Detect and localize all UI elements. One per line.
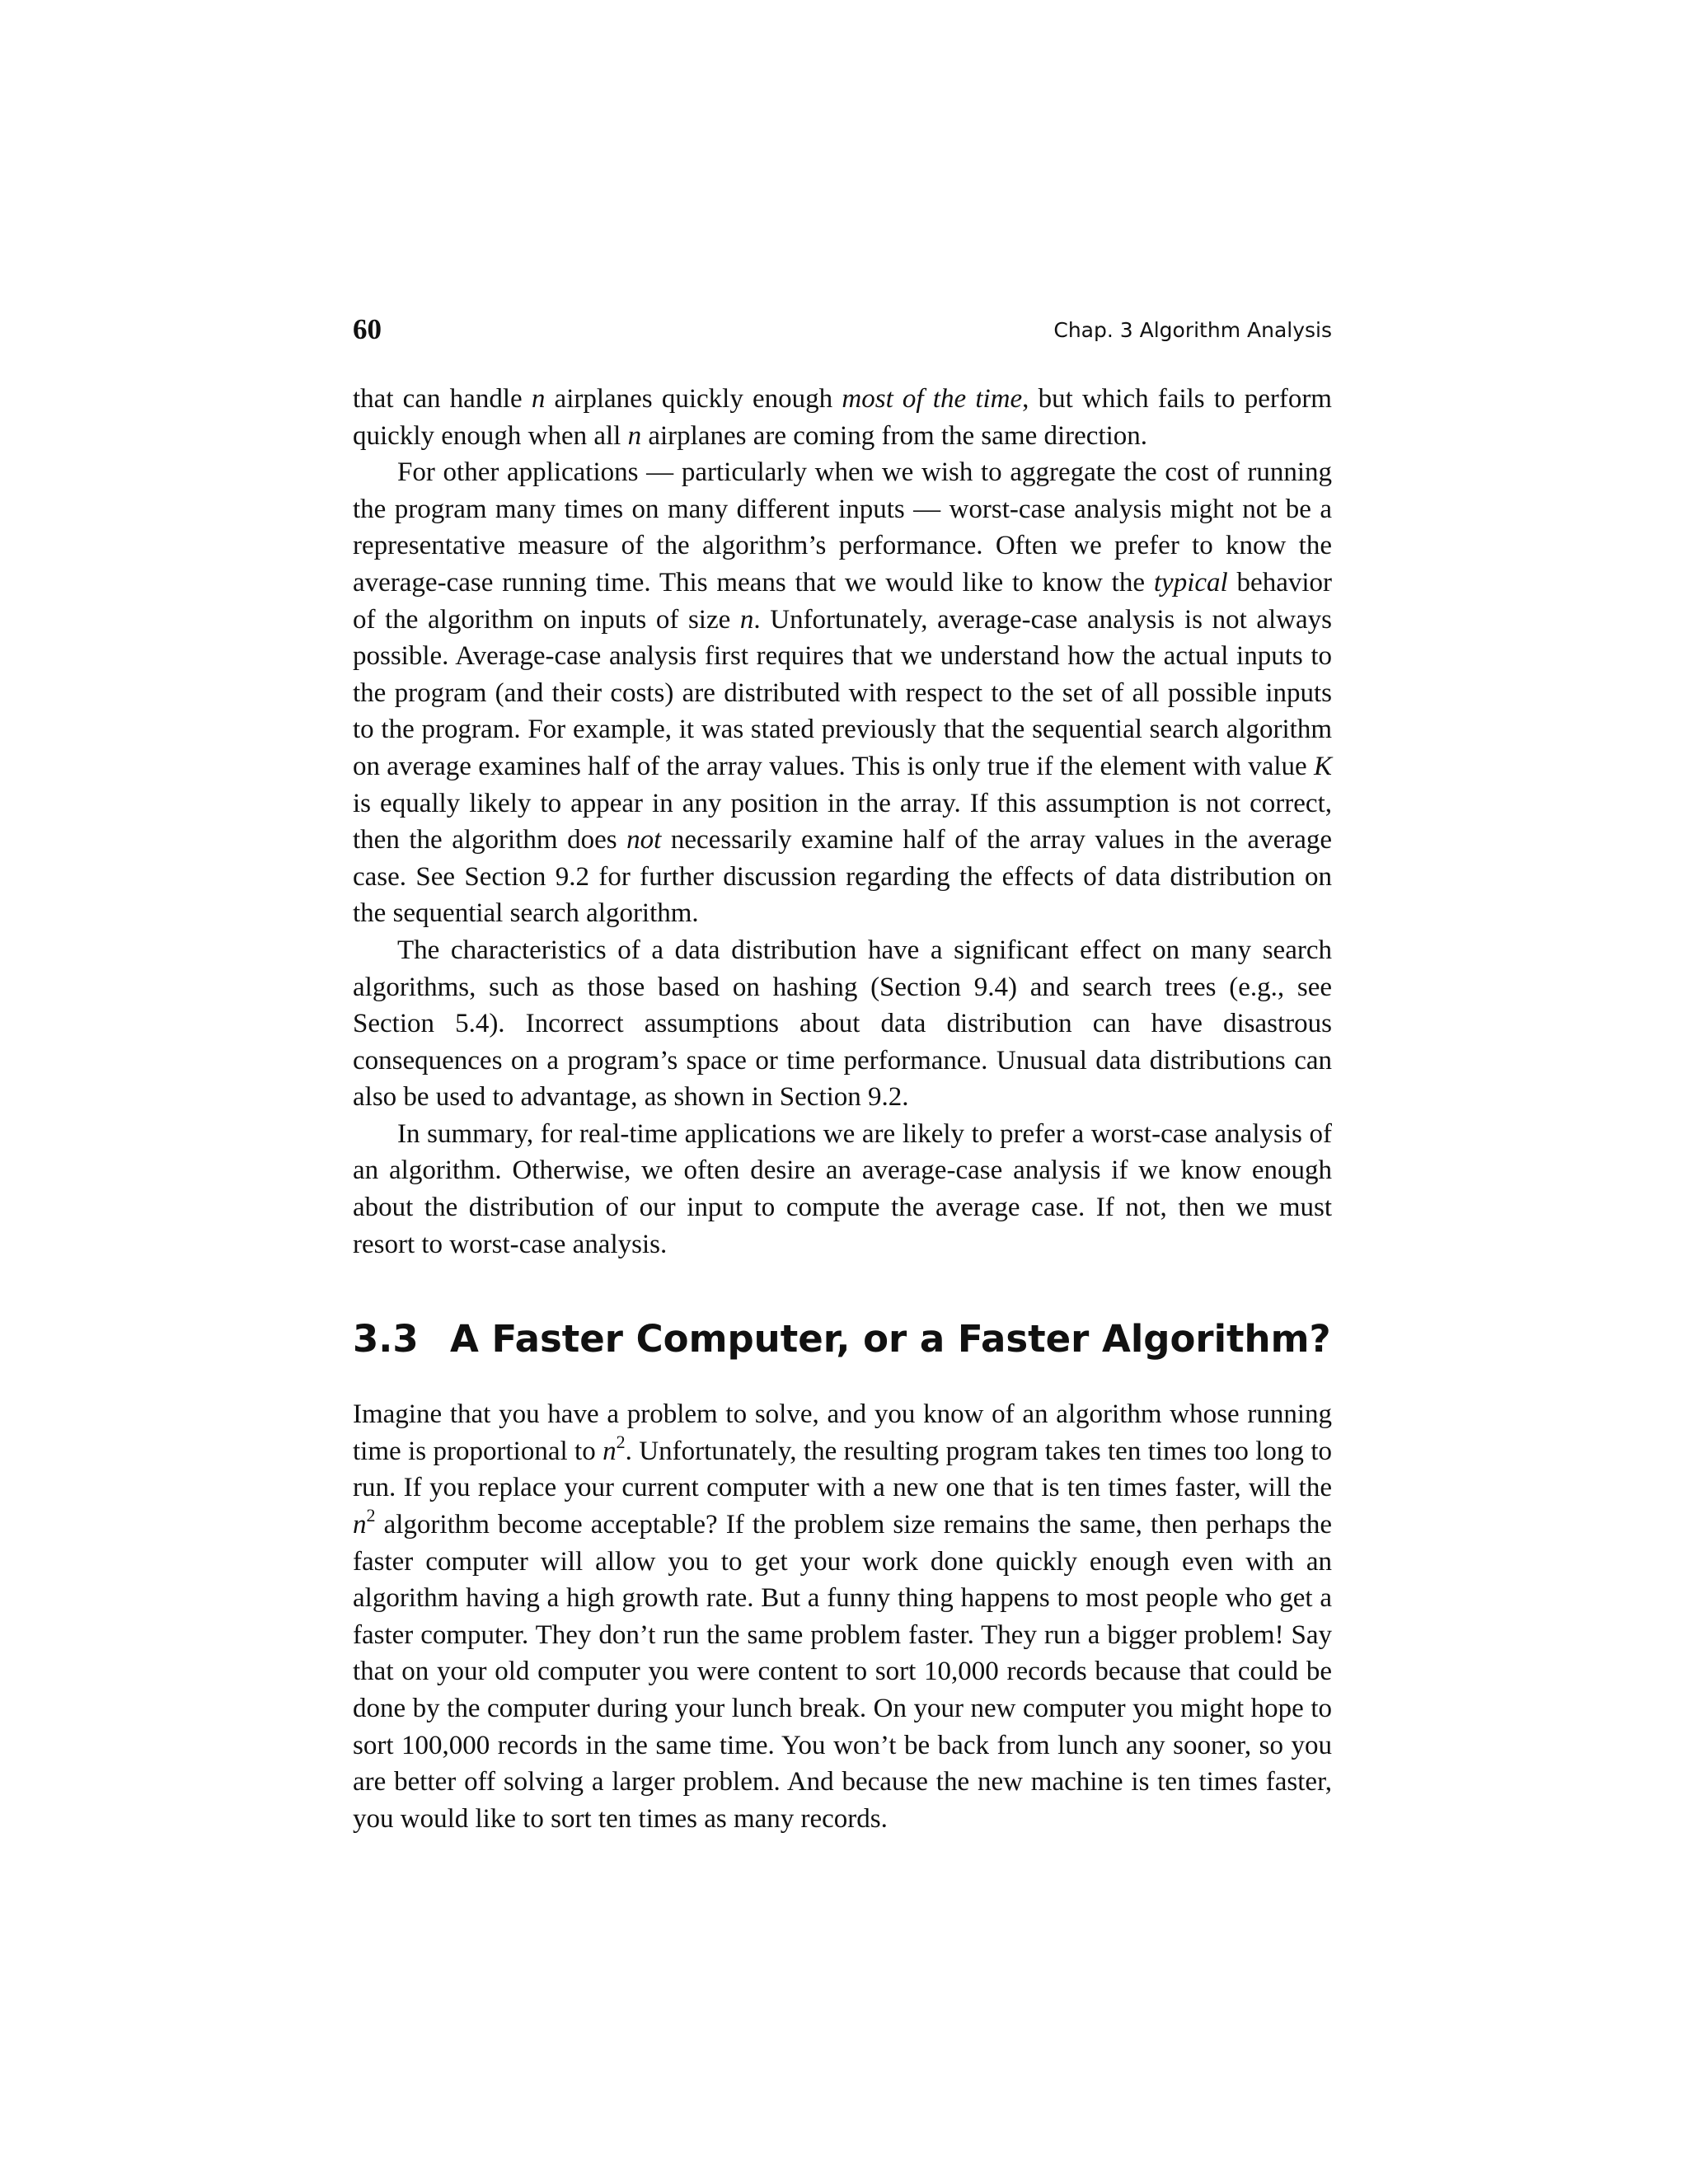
math-variable: n bbox=[531, 384, 546, 414]
math-variable: n bbox=[603, 1436, 617, 1466]
emphasis: not bbox=[626, 825, 662, 855]
math-exponent: 2 bbox=[366, 1505, 376, 1526]
paragraph-2: For other applications — particularly when we wish to aggregate the cost of running the program many times on many different inputs — worst-case analysis might not be a representative measure of the algorithm’s performance. Often we prefer to know the average-case running time. This means that we would like to know the typical behavior of the algorithm on inputs of size n. Unfortunately, average-case analysis is not always possible. Average-case analysis first requires that we understand how the actual inputs to the program (and their costs) are distributed with respect to the set of all possible inputs to the program. For example, it was stated previously that the sequential search algorithm on average examines half of the array values. This is only true if the element with value K is equally likely to appear in any position in the array. If this assumption is not correct, then the algorithm does not necessarily examine half of the array values in the average case. See Section 9.2 for further discussion regarding the effects of data distribution on the sequential search algorithm. bbox=[353, 457, 1332, 929]
math-variable: n bbox=[739, 604, 754, 635]
math-exponent: 2 bbox=[616, 1431, 626, 1452]
paragraph-3: The characteristics of a data distribution have a significant effect on many search algorithms, such as those based on hashing (Section 9.4) and search trees (e.g., see Section 5.4). Incorrect assumptions about data distribution can have disastrous consequences on a program’s space or time performance. Unusual data distributions can also be used to advantage, as shown in Section 9.2. bbox=[353, 935, 1332, 1113]
math-variable: n bbox=[627, 420, 642, 451]
section-number: 3.3 bbox=[353, 1317, 419, 1361]
paragraph-5: Imagine that you have a problem to solve, and you know of an algorithm whose running time is proportional to $n^2$. Unfortunately, the resulting program takes ten times too long to run. If you replace your current computer with a new one that is ten times faster, will the $n^2$ algorithm become acceptable? If the problem size remains the same, then perhaps the faster computer will allow you to get your work done quickly enough even with an algorithm having a high growth rate. But a funny thing happens to most people who get a faster computer. They don’t run the same problem faster. They run a bigger problem! Say that on your old computer you were content to sort 10,000 records because that could be done by the computer during your lunch break. On your new computer you might hope to sort 100,000 records in the same time. You won’t be back from lunch any sooner, so you are better off solving a larger problem. And because the new machine is ten times faster, you would like to sort ten times as many records. bbox=[353, 1399, 1332, 1834]
paragraph-1: that can handle n airplanes quickly enough most of the time, but which fails to perform quickly enough when all n airplanes are coming from the same direction. bbox=[353, 384, 1332, 451]
body-text bbox=[353, 381, 1332, 1837]
chapter-title: Chap. 3 Algorithm Analysis bbox=[1053, 318, 1332, 342]
paragraph-4: In summary, for real-time applications we are likely to prefer a worst-case analysis of an algorithm. Otherwise, we often desire an average-case analysis if we know enough about the distribution of our input to compute the average case. If not, then we must resort to worst-case analysis. bbox=[353, 1118, 1332, 1259]
emphasis: typical bbox=[1153, 567, 1228, 598]
section-title: A Faster Computer, or a Faster Algorithm? bbox=[450, 1317, 1331, 1361]
math-variable: n bbox=[353, 1510, 367, 1540]
math-variable: K bbox=[1313, 751, 1332, 781]
page-number: 60 bbox=[353, 313, 382, 345]
section-heading bbox=[353, 1317, 1332, 1361]
emphasis: most of the time bbox=[842, 384, 1023, 414]
book-page bbox=[353, 313, 1332, 1837]
running-head bbox=[353, 313, 1332, 363]
